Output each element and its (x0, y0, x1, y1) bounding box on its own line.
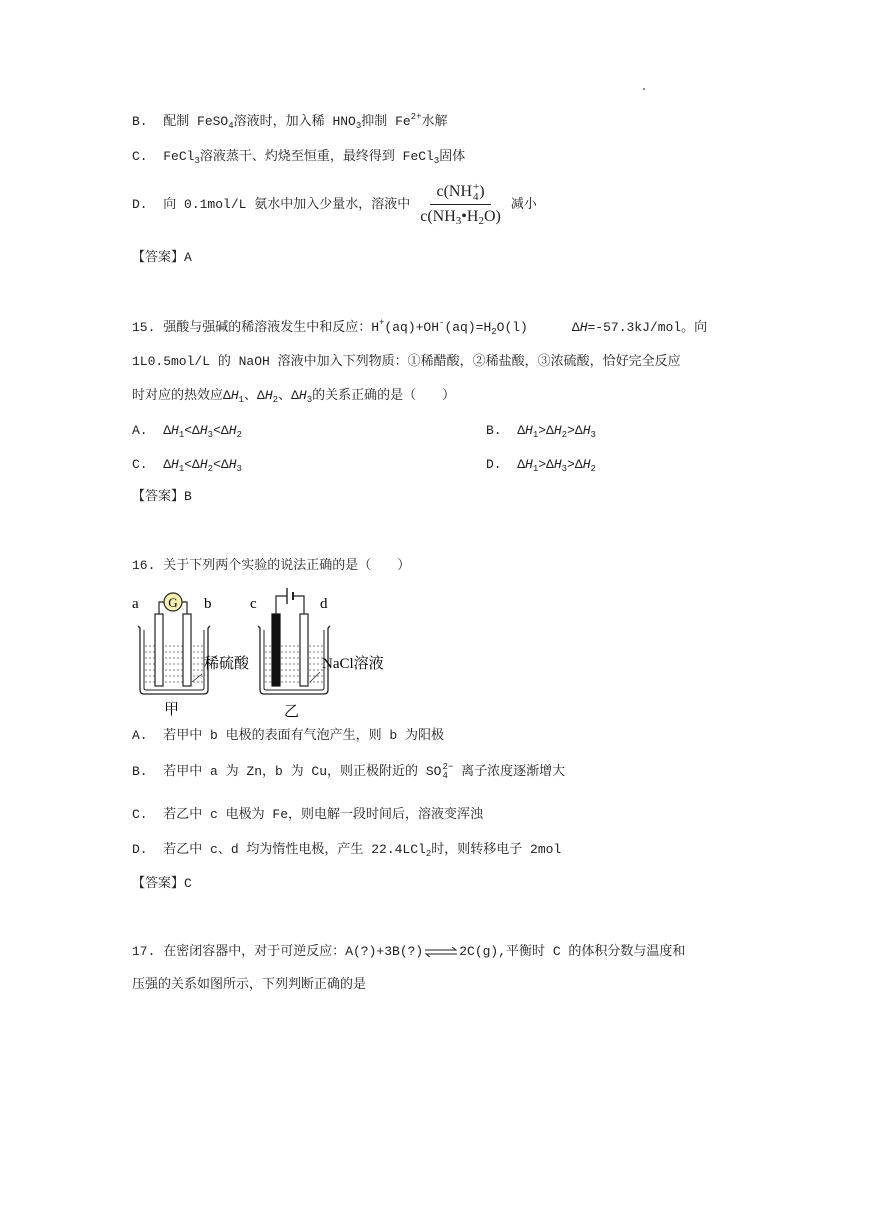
q16-option-a: A. 若甲中 b 电极的表面有气泡产生，则 b 为阳极 (132, 728, 445, 743)
q15-line-3: 时对应的热效应$\Delta H_1$、$\Delta H_2$、$\Delta H_3$的关系正确的是（ ） (132, 388, 456, 405)
stray-dot (643, 88, 645, 90)
q16-option-c: C. 若乙中 c 电极为 Fe，则电解一段时间后，溶液变浑浊 (132, 807, 484, 822)
label-jia: 甲 (164, 702, 180, 718)
q15-line-1: 15. 强酸与强碱的稀溶液发生中和反应：$H^+(aq)+OH^-(aq)=H_2O(l)$ ΔH=-57.3kJ/mol。向 (132, 318, 708, 337)
q17-line-1: 17. 在密闭容器中，对于可逆反应：A(?)+3B(?) 2C(g),平衡时 C 的体积分数与温度和 (132, 944, 686, 959)
galvanometer-label: G (168, 595, 178, 610)
label-yi: 乙 (284, 704, 300, 718)
electrode-c (272, 614, 280, 686)
equilibrium-arrow-icon (424, 947, 458, 957)
q17-line-2: 压强的关系如图所示，下列判断正确的是 (132, 977, 367, 992)
q14-option-b: B. 配制 FeSO$_4$溶液时，加入稀 $HNO_3$抑制 $Fe^{2+}$水解 (132, 112, 448, 131)
electrode-b (183, 614, 191, 686)
q14-option-c: C. FeCl$_3$溶液蒸干、灼烧至恒重，最终得到 FeCl$_3$固体 (132, 149, 466, 166)
q16-option-b: B. 若甲中 a 为 Zn，b 为 Cu，则正极附近的 SO 2− 4 离子浓度逐渐增大 (132, 761, 566, 781)
label-nacl-solution: NaCl溶液 (322, 656, 384, 672)
answer-q16: 【答案】C (132, 876, 192, 891)
answer-q15: 【答案】B (132, 489, 192, 504)
q15-option-c: C. $\Delta H_1<\Delta H_2<\Delta H_3$ (132, 457, 242, 474)
q15-line-2: 1L0.5mol/L 的 NaOH 溶液中加入下列物质：①稀醋酸，②稀盐酸，③浓硫酸，恰好完全反应 (132, 354, 681, 369)
q14-option-d: D. 向 0.1mol/L 氨水中加入少量水，溶液中 c(NH + 4 ) $c(NH_3•H_2O)$ 减小 (132, 181, 537, 228)
label-c: c (250, 596, 257, 612)
electrode-a (155, 614, 163, 686)
q15-option-a: A. $\Delta H_1<\Delta H_3<\Delta H_2$ (132, 423, 242, 440)
label-b: b (204, 596, 212, 612)
label-d: d (320, 596, 328, 612)
q15-option-d: D. $\Delta H_1>\Delta H_3>\Delta H_2$ (486, 457, 596, 474)
ammonia-fraction: c(NH + 4 ) $c(NH_3•H_2O)$ (420, 181, 501, 228)
q15-option-b: B. $\Delta H_1>\Delta H_2>\Delta H_3$ (486, 423, 596, 440)
q16-option-d: D. 若乙中 c、d 均为惰性电极，产生 22.4LCl$_2$时，则转移电子 2mol (132, 842, 562, 859)
beaker-yi (250, 588, 384, 718)
label-dilute-sulfuric-acid: 稀硫酸 (204, 656, 250, 672)
beaker-jia (132, 593, 250, 718)
electrode-d (300, 614, 308, 686)
label-a: a (132, 596, 139, 612)
electrochem-diagram (130, 584, 400, 718)
answer-q14: 【答案】A (132, 250, 192, 265)
q16-stem: 16. 关于下列两个实验的说法正确的是（ ） (132, 558, 411, 573)
